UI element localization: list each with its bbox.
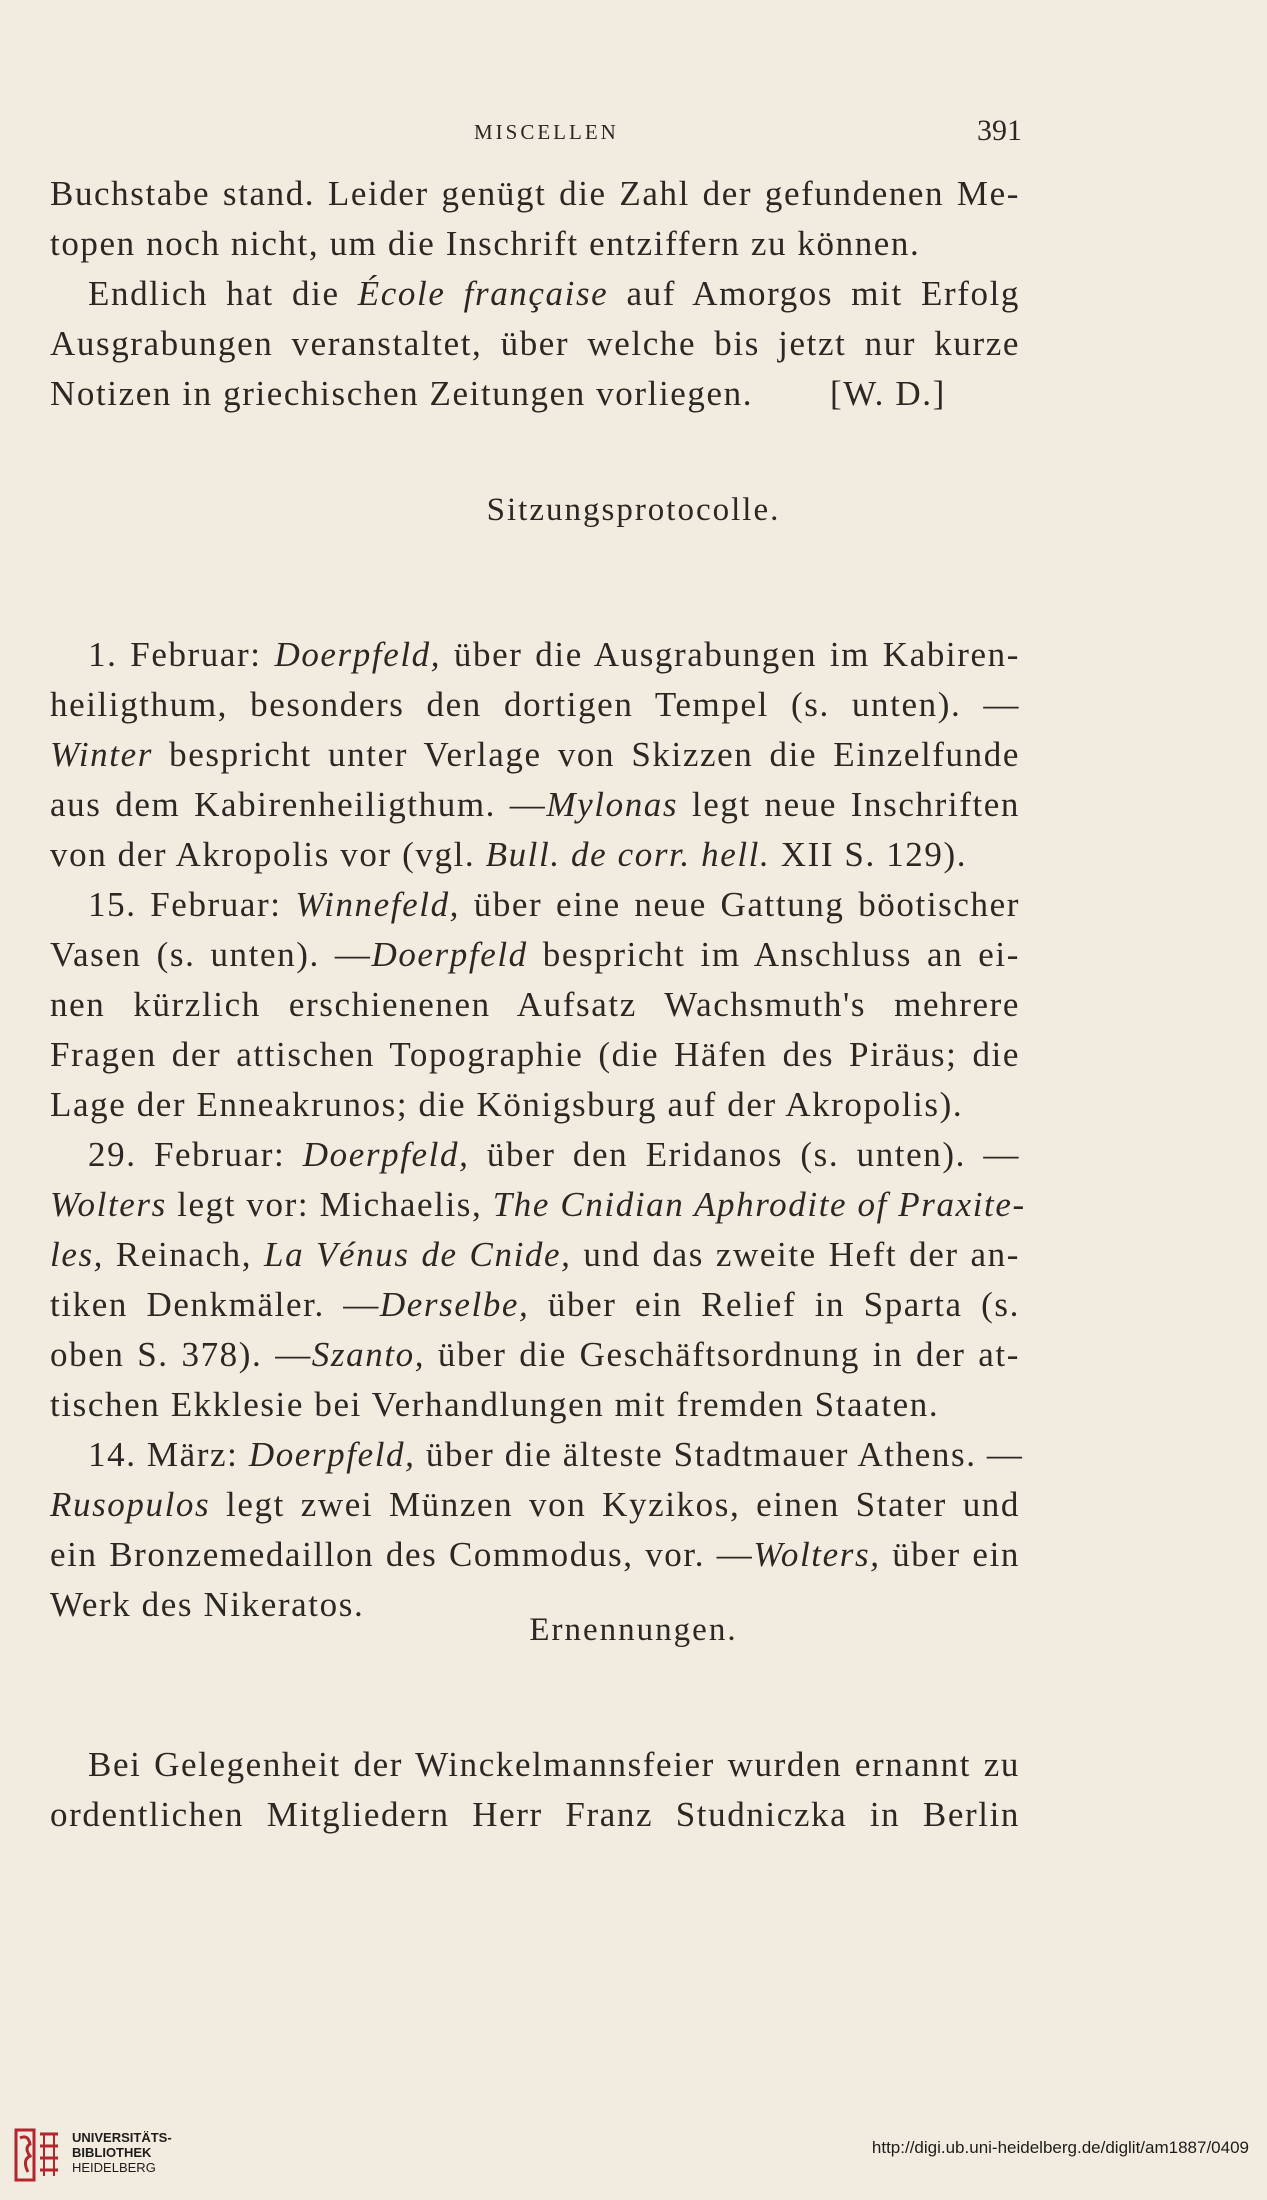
running-title: MISCELLEN [474,120,619,144]
text-line: Wolters legt vor: Michaelis, The Cnidian Aphrodite of Praxite- [50,1185,1026,1224]
text-line: Vasen (s. unten). —Doerpfeld bespricht im Anschluss an ei- [50,935,1021,974]
text-line: oben S. 378). —Szanto, über die Geschäftsordnung in der at- [50,1335,1020,1374]
text-line: 14. März: Doerpfeld, über die älteste Stadtmauer Athens. — [88,1435,1024,1474]
text-line: nen kürzlich erschienenen Aufsatz Wachsmuth's mehrere [50,985,1020,1024]
text-line: 1. Februar: Doerpfeld, über die Ausgrabungen im Kabiren- [88,635,1020,674]
text-line: Bei Gelegenheit der Winckelmannsfeier wurden ernannt zu [88,1745,1020,1784]
text-line: 29. Februar: Doerpfeld, über den Eridanos (s. unten). — [88,1135,1021,1174]
text-line: Buchstabe stand. Leider genügt die Zahl der gefundenen Me- [50,174,1020,213]
text-line: 15. Februar: Winnefeld, über eine neue Gattung böotischer [88,885,1020,924]
running-head [0,112,1267,152]
text-line: les, Reinach, La Vénus de Cnide, und das zweite Heft der an- [50,1235,1020,1274]
source-url-link[interactable]: http://digi.ub.uni-heidelberg.de/diglit/am1887/0409 [871,2138,1249,2157]
library-name: UNIVERSITÄTS- BIBLIOTHEK HEIDELBERG [72,2130,172,2175]
text-line: tischen Ekklesie bei Verhandlungen mit fremden Staaten. [50,1385,940,1424]
text-line: tiken Denkmäler. —Derselbe, über ein Relief in Sparta (s. [50,1285,1020,1324]
author-signature: [W. D.] [830,374,946,413]
text-line: von der Akropolis vor (vgl. Bull. de corr. hell. XII S. 129). [50,835,968,874]
page-number: 391 [977,114,1022,147]
digitization-footer [0,2110,1267,2200]
text-line: Lage der Enneakrunos; die Königsburg auf der Akropolis). [50,1085,964,1124]
heidelberg-library-logo-icon [12,2124,64,2186]
text-line: aus dem Kabirenheiligthum. —Mylonas legt neue Inschriften [50,785,1021,824]
text-line: ein Bronzemedaillon des Commodus, vor. —Wolters, über ein [50,1535,1020,1574]
text-line: Endlich hat die École française auf Amorgos mit Erfolg [88,274,1020,313]
text-line: Notizen in griechischen Zeitungen vorliegen. [W. D.] [50,369,1020,419]
text-line: Winter bespricht unter Verlage von Skizzen die Einzelfunde [50,735,1020,774]
text-line: Ausgrabungen veranstaltet, über welche bis jetzt nur kurze [50,324,1020,363]
text-line: ordentlichen Mitgliedern Herr Franz Studniczka in Berlin [50,1795,1020,1834]
text-line: Werk des Nikeratos. [50,1585,365,1624]
section-heading-sitzungsprotocolle: Sitzungsprotocolle. [486,492,781,528]
text-line: topen noch nicht, um die Inschrift entziffern zu können. [50,224,921,263]
text-line: Rusopulos legt zwei Münzen von Kyzikos, einen Stater und [50,1485,1020,1524]
text-line: heiligthum, besonders den dortigen Tempel (s. unten). — [50,685,1020,724]
text-line: Fragen der attischen Topographie (die Häfen des Piräus; die [50,1035,1020,1074]
section-heading-ernennungen: Ernennungen. [529,1612,738,1648]
